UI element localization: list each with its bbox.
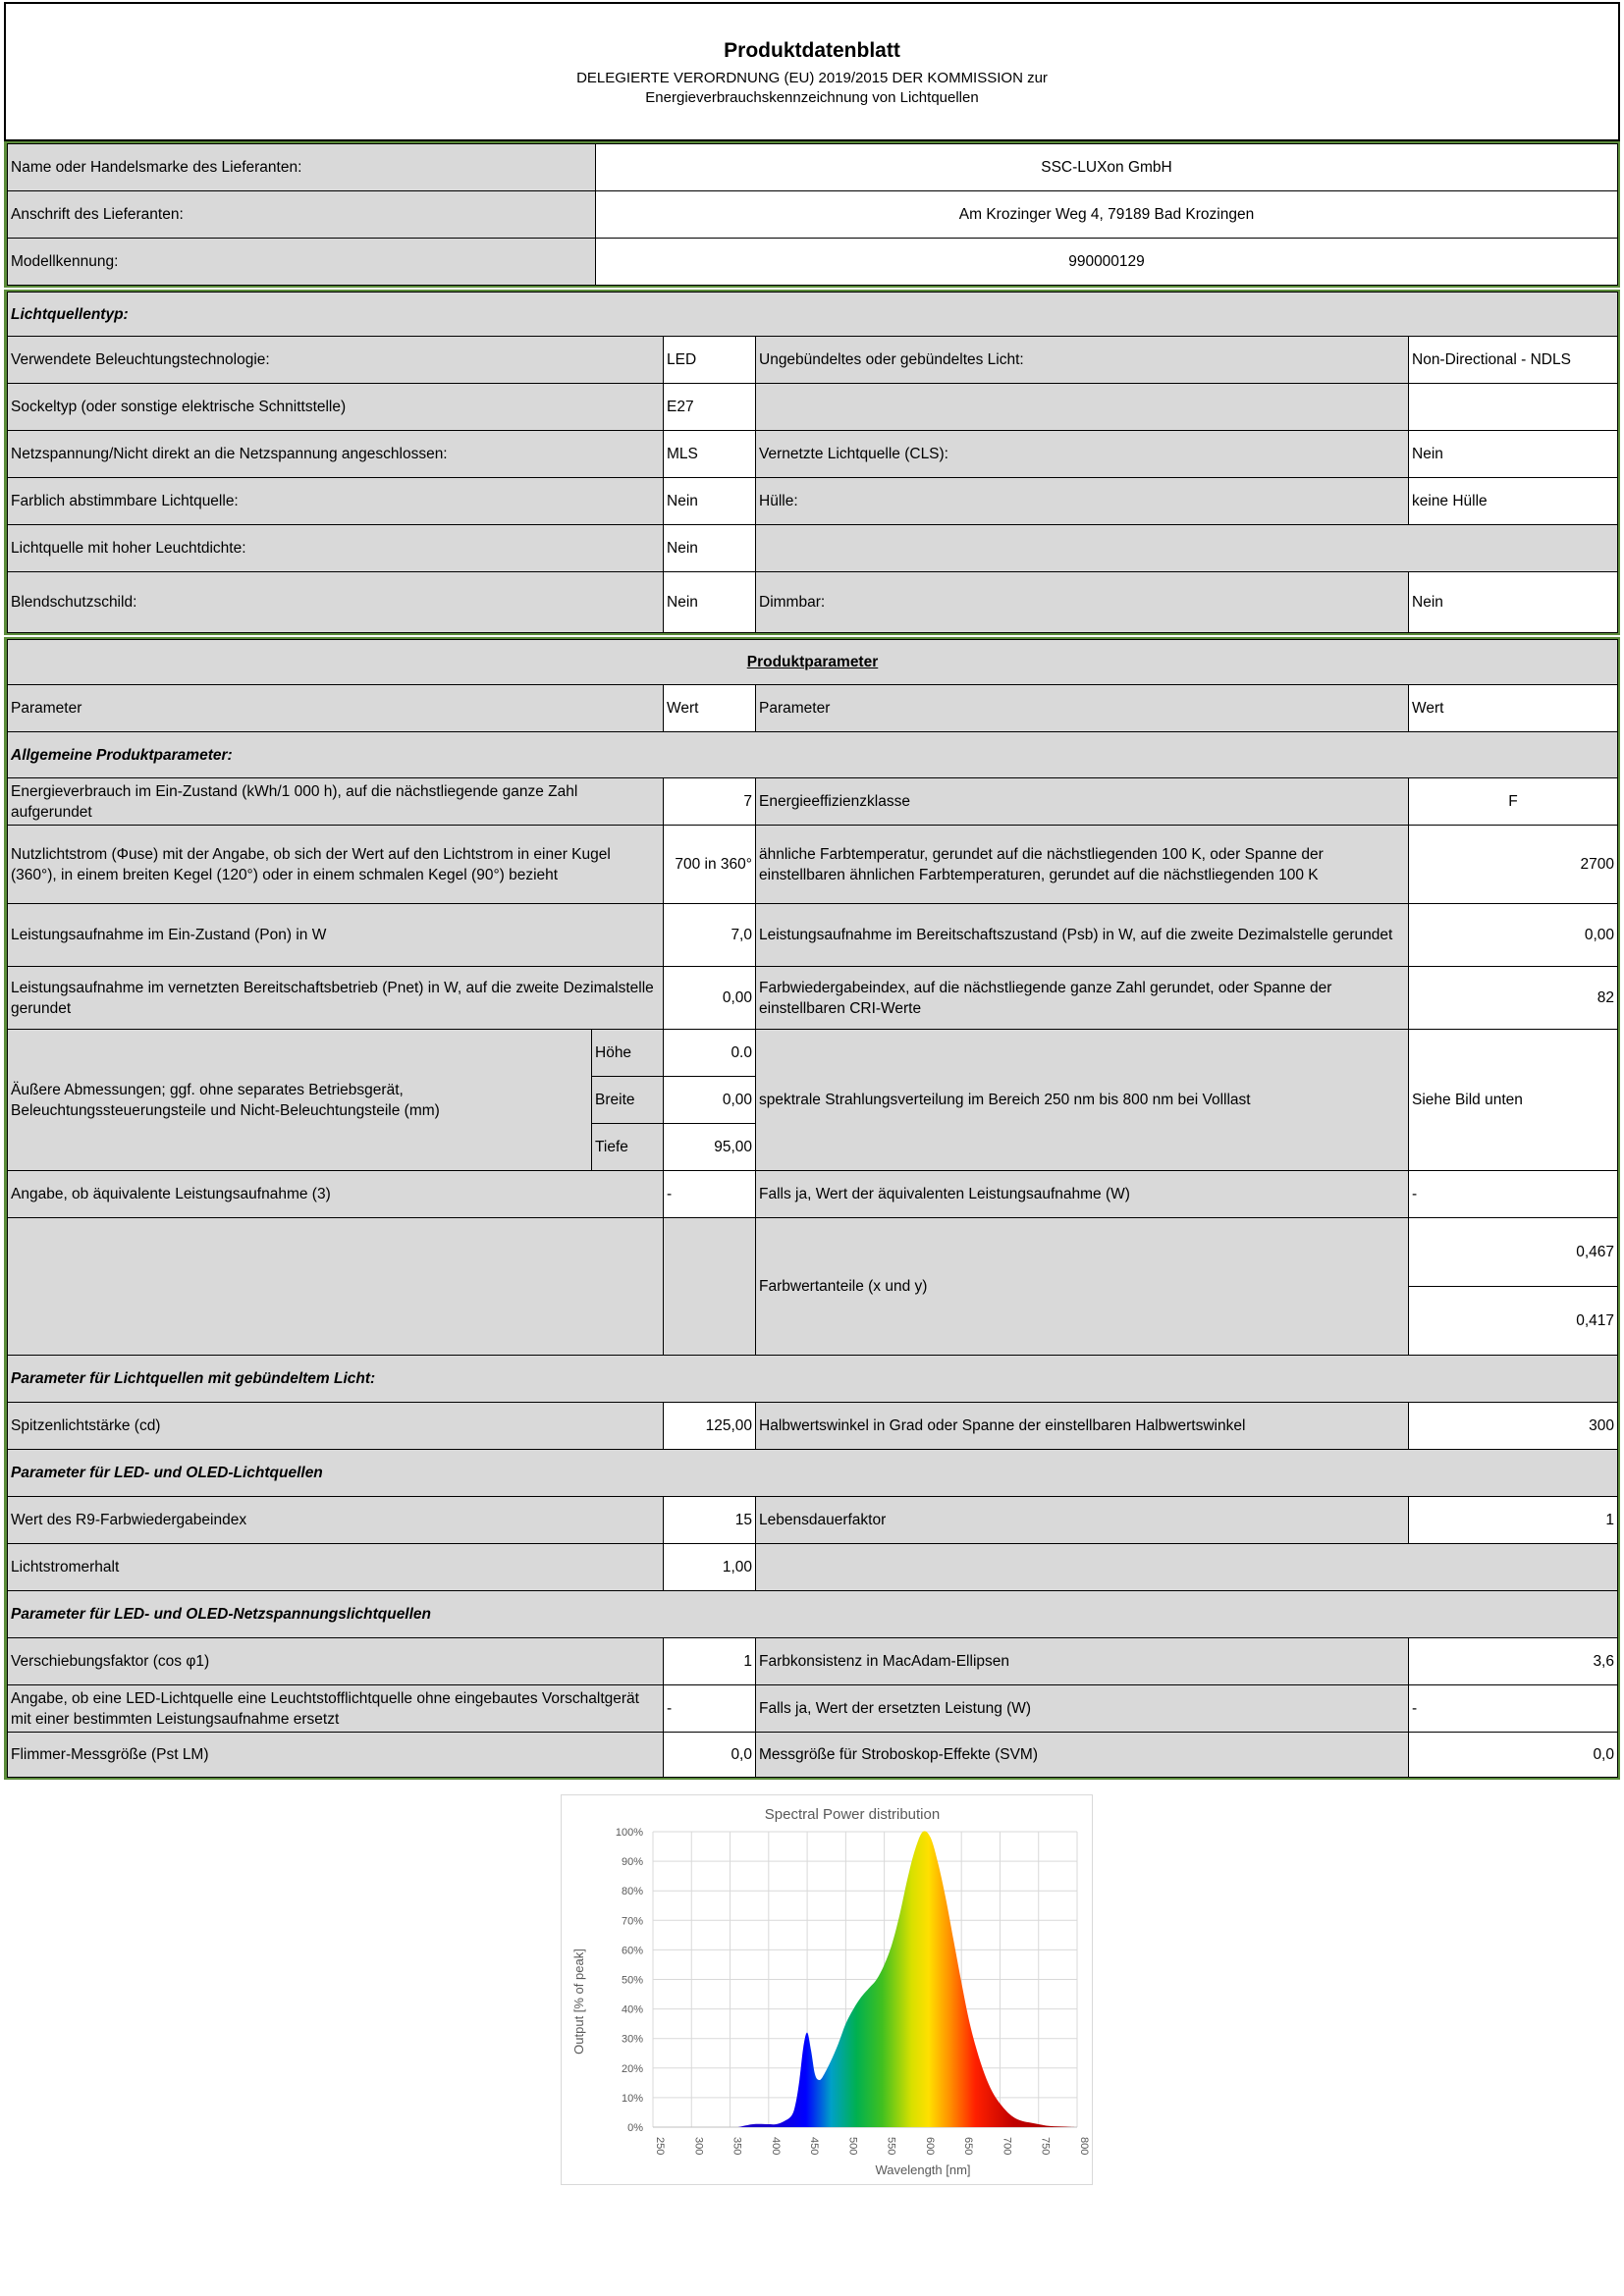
row-label: Vernetzte Lichtquelle (CLS):	[756, 431, 1409, 478]
row-value: 0,0	[664, 1733, 756, 1778]
empty-cell	[756, 525, 1618, 572]
row-label: Falls ja, Wert der äquivalenten Leistungsaufnahme (W)	[756, 1171, 1409, 1218]
table-row	[8, 478, 1618, 525]
y-tick-label: 10%	[621, 2092, 643, 2105]
row-label: Verwendete Beleuchtungstechnologie:	[8, 337, 664, 384]
model-label: Modellkennung:	[8, 239, 596, 286]
row-value: 0,0	[1409, 1733, 1618, 1778]
row-value: 95,00	[664, 1124, 756, 1171]
row-value: 1	[1409, 1497, 1618, 1544]
row-label: Energieeffizienzklasse	[756, 778, 1409, 826]
dimension-label: Tiefe	[592, 1124, 664, 1171]
x-axis-label: Wavelength [nm]	[875, 2163, 971, 2177]
y-tick-label: 60%	[621, 1945, 643, 1957]
y-tick-label: 90%	[621, 1856, 643, 1869]
y-tick-label: 30%	[621, 2033, 643, 2046]
x-tick-label: 750	[1039, 2137, 1052, 2156]
table-row	[8, 640, 1618, 685]
table-row	[8, 685, 1618, 732]
table-row	[8, 431, 1618, 478]
row-value: Nein	[664, 572, 756, 633]
table-row	[8, 1218, 1618, 1287]
row-label: Wert des R9-Farbwiedergabeindex	[8, 1497, 664, 1544]
x-tick-label: 350	[731, 2137, 743, 2156]
row-value: 700 in 360°	[664, 826, 756, 904]
x-tick-label: 550	[885, 2137, 897, 2156]
table-row	[8, 778, 1618, 826]
y-tick-label: 20%	[621, 2062, 643, 2075]
row-value: Nein	[664, 478, 756, 525]
row-value: 7	[664, 778, 756, 826]
row-value: 7,0	[664, 904, 756, 967]
table-row	[8, 337, 1618, 384]
row-value: E27	[664, 384, 756, 431]
x-tick-label: 500	[846, 2137, 859, 2156]
x-tick-label: 300	[692, 2137, 705, 2156]
table-row	[8, 967, 1618, 1030]
light-source-type-block	[4, 290, 1620, 635]
row-label: Farblich abstimmbare Lichtquelle:	[8, 478, 664, 525]
y-tick-label: 80%	[621, 1886, 643, 1898]
spectral-chart	[561, 1794, 1093, 2185]
table-row	[8, 1497, 1618, 1544]
x-tick-label: 600	[923, 2137, 936, 2156]
row-label: Hülle:	[756, 478, 1409, 525]
row-label: Netzspannung/Nicht direkt an die Netzspannung angeschlossen:	[8, 431, 664, 478]
row-label: Lebensdauerfaktor	[756, 1497, 1409, 1544]
row-label: Lichtstromerhalt	[8, 1544, 664, 1591]
row-label: Angabe, ob äquivalente Leistungsaufnahme (3)	[8, 1171, 664, 1218]
row-value: 0,417	[1409, 1287, 1618, 1356]
table-row	[8, 1403, 1618, 1450]
table-row	[8, 1638, 1618, 1685]
row-value: -	[664, 1171, 756, 1218]
section-heading: Produktparameter	[8, 640, 1618, 685]
row-value: Nein	[1409, 572, 1618, 633]
column-header: Parameter	[756, 685, 1409, 732]
y-tick-label: 100%	[615, 1827, 643, 1839]
row-label: Angabe, ob eine LED-Lichtquelle eine Leuchtstofflichtquelle ohne eingebautes Vorschaltgerät mit einer bestimmten Leistungsaufnahme ersetzt	[8, 1685, 664, 1733]
dimension-label: Breite	[592, 1077, 664, 1124]
y-tick-label: 50%	[621, 1974, 643, 1987]
row-value: Nein	[1409, 431, 1618, 478]
table-row	[8, 1591, 1618, 1638]
row-value: 0,467	[1409, 1218, 1618, 1287]
table-row	[8, 1685, 1618, 1733]
row-value: -	[1409, 1171, 1618, 1218]
empty-cell	[1409, 384, 1618, 431]
row-value: 125,00	[664, 1403, 756, 1450]
row-value: LED	[664, 337, 756, 384]
row-label: ähnliche Farbtemperatur, gerundet auf die nächstliegenden 100 K, oder Spanne der einstellbaren ähnlichen Farbtemperaturen, gerundet auf die nächstliegenden 100 K	[756, 826, 1409, 904]
row-value: MLS	[664, 431, 756, 478]
row-value: 0,00	[664, 1077, 756, 1124]
x-axis-ticks	[654, 2137, 1090, 2155]
row-value: 2700	[1409, 826, 1618, 904]
table-row	[8, 525, 1618, 572]
empty-cell	[756, 384, 1409, 431]
section-heading: Parameter für LED- und OLED-Netzspannungslichtquellen	[8, 1591, 1618, 1638]
table-row	[8, 1544, 1618, 1591]
row-label: Farbwiedergabeindex, auf die nächstliegende ganze Zahl gerundet, oder Spanne der einstellbaren CRI-Werte	[756, 967, 1409, 1030]
row-label: Dimmbar:	[756, 572, 1409, 633]
y-tick-label: 0%	[627, 2122, 643, 2134]
table-row	[8, 1450, 1618, 1497]
document-subtitle-line2: Energieverbrauchskennzeichnung von Lichtquellen	[645, 89, 979, 106]
table-row	[8, 1733, 1618, 1778]
x-tick-label: 700	[1001, 2137, 1013, 2156]
row-label: Energieverbrauch im Ein-Zustand (kWh/1 000 h), auf die nächstliegende ganze Zahl aufgerundet	[8, 778, 664, 826]
y-axis-ticks	[616, 1827, 643, 2134]
row-value: Nein	[664, 525, 756, 572]
table-row	[8, 1171, 1618, 1218]
section-heading: Lichtquellentyp:	[8, 293, 1618, 337]
section-heading: Parameter für LED- und OLED-Lichtquellen	[8, 1450, 1618, 1497]
x-tick-label: 800	[1078, 2137, 1090, 2156]
column-header: Parameter	[8, 685, 664, 732]
supplier-name-value: SSC-LUXon GmbH	[596, 144, 1618, 191]
table-row	[8, 1030, 1618, 1077]
model-value: 990000129	[596, 239, 1618, 286]
row-value: 1,00	[664, 1544, 756, 1591]
row-value: Non-Directional - NDLS	[1409, 337, 1618, 384]
supplier-block	[4, 141, 1620, 288]
x-tick-label: 250	[654, 2137, 666, 2156]
row-label: Leistungsaufnahme im Bereitschaftszustand (Psb) in W, auf die zweite Dezimalstelle gerundet	[756, 904, 1409, 967]
row-label: Ungebündeltes oder gebündeltes Licht:	[756, 337, 1409, 384]
row-value: 0,00	[1409, 904, 1618, 967]
row-value: 1	[664, 1638, 756, 1685]
table-row	[8, 191, 1618, 239]
column-header: Wert	[1409, 685, 1618, 732]
row-label: Farbkonsistenz in MacAdam-Ellipsen	[756, 1638, 1409, 1685]
row-label: Blendschutzschild:	[8, 572, 664, 633]
document-header	[4, 2, 1620, 141]
row-label: Leistungsaufnahme im Ein-Zustand (Pon) in W	[8, 904, 664, 967]
table-row	[8, 293, 1618, 337]
section-heading: Allgemeine Produktparameter:	[8, 732, 1618, 778]
row-value: 300	[1409, 1403, 1618, 1450]
spectral-chart-svg	[562, 1795, 1092, 2184]
supplier-address-label: Anschrift des Lieferanten:	[8, 191, 596, 239]
table-row	[8, 826, 1618, 904]
table-row	[8, 572, 1618, 633]
row-label: spektrale Strahlungsverteilung im Bereich 250 nm bis 800 nm bei Volllast	[756, 1030, 1409, 1171]
supplier-address-value: Am Krozinger Weg 4, 79189 Bad Krozingen	[596, 191, 1618, 239]
table-row	[8, 1356, 1618, 1403]
row-label: Lichtquelle mit hoher Leuchtdichte:	[8, 525, 664, 572]
table-row	[8, 239, 1618, 286]
row-label: Messgröße für Stroboskop-Effekte (SVM)	[756, 1733, 1409, 1778]
table-row	[8, 732, 1618, 778]
column-header: Wert	[664, 685, 756, 732]
row-label: Spitzenlichtstärke (cd)	[8, 1403, 664, 1450]
row-label: Falls ja, Wert der ersetzten Leistung (W)	[756, 1685, 1409, 1733]
chart-title: Spectral Power distribution	[764, 1806, 941, 1823]
x-tick-label: 450	[808, 2137, 821, 2156]
table-row	[8, 904, 1618, 967]
y-tick-label: 40%	[621, 2003, 643, 2016]
row-label: Nutzlichtstrom (Φuse) mit der Angabe, ob sich der Wert auf den Lichtstrom in einer Kugel (360°), in einem breiten Kegel (120°) oder in einem schmalen Kegel (90°) bezieht	[8, 826, 664, 904]
product-parameters-block	[4, 637, 1620, 1780]
empty-cell	[8, 1218, 664, 1356]
row-value: 0.0	[664, 1030, 756, 1077]
x-tick-label: 400	[769, 2137, 782, 2156]
row-label: Äußere Abmessungen; ggf. ohne separates Betriebsgerät, Beleuchtungssteuerungsteile und Nicht-Beleuchtungsteile (mm)	[8, 1030, 592, 1171]
table-row	[8, 384, 1618, 431]
y-tick-label: 70%	[621, 1915, 643, 1928]
section-heading: Parameter für Lichtquellen mit gebündeltem Licht:	[8, 1356, 1618, 1403]
datasheet	[4, 2, 1620, 1780]
row-value: Siehe Bild unten	[1409, 1030, 1618, 1171]
row-value: 0,00	[664, 967, 756, 1030]
empty-cell	[756, 1544, 1618, 1591]
empty-cell	[664, 1218, 756, 1356]
row-label: Verschiebungsfaktor (cos φ1)	[8, 1638, 664, 1685]
row-value: 3,6	[1409, 1638, 1618, 1685]
row-value: -	[1409, 1685, 1618, 1733]
row-label: Sockeltyp (oder sonstige elektrische Schnittstelle)	[8, 384, 664, 431]
row-value: 15	[664, 1497, 756, 1544]
document-title: Produktdatenblatt	[724, 39, 900, 62]
document-subtitle-line1: DELEGIERTE VERORDNUNG (EU) 2019/2015 DER KOMMISSION zur	[576, 70, 1048, 86]
row-label: Leistungsaufnahme im vernetzten Bereitschaftsbetrieb (Pnet) in W, auf die zweite Dezimalstelle gerundet	[8, 967, 664, 1030]
row-label: Flimmer-Messgröße (Pst LM)	[8, 1733, 664, 1778]
row-value: 82	[1409, 967, 1618, 1030]
y-axis-label: Output [% of peak]	[571, 1949, 586, 2055]
dimension-label: Höhe	[592, 1030, 664, 1077]
row-label: Farbwertanteile (x und y)	[756, 1218, 1409, 1356]
row-label: Halbwertswinkel in Grad oder Spanne der einstellbaren Halbwertswinkel	[756, 1403, 1409, 1450]
supplier-name-label: Name oder Handelsmarke des Lieferanten:	[8, 144, 596, 191]
row-value: F	[1409, 778, 1618, 826]
row-value: -	[664, 1685, 756, 1733]
row-value: keine Hülle	[1409, 478, 1618, 525]
table-row	[8, 144, 1618, 191]
x-tick-label: 650	[962, 2137, 975, 2156]
